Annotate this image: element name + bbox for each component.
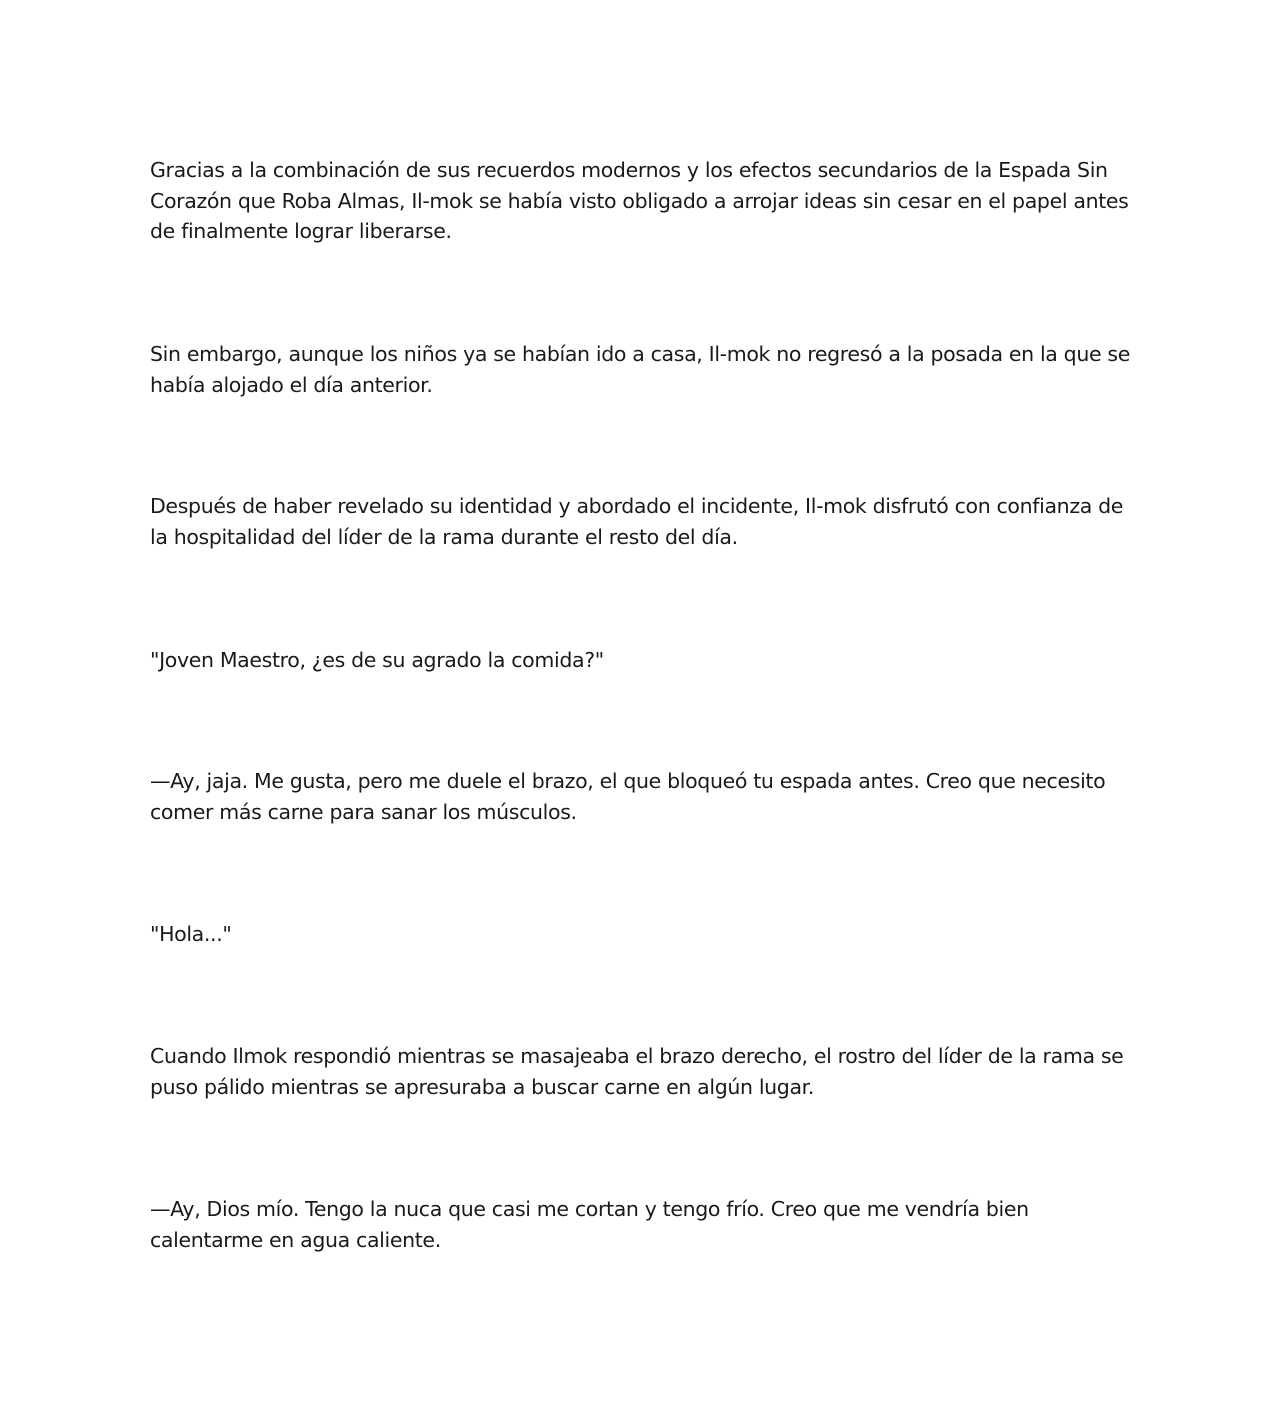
paragraph-6: "Hola..." (150, 922, 232, 946)
paragraph-2: Sin embargo, aunque los niños ya se habían ido a casa, Il-mok no regresó a la posada en la que se había alojado el día anterior. (150, 342, 1131, 397)
paragraph-3: Después de haber revelado su identidad y abordado el incidente, Il-mok disfrutó con confianza de la hospitalidad del líder de la rama durante el resto del día. (150, 494, 1124, 549)
paragraph-5: —Ay, jaja. Me gusta, pero me duele el brazo, el que bloqueó tu espada antes. Creo que necesito comer más carne para sanar los músculos. (150, 769, 1106, 824)
paragraph-7: Cuando Ilmok respondió mientras se masajeaba el brazo derecho, el rostro del líder de la rama se puso pálido mientras se apresuraba a buscar carne en algún lugar. (150, 1044, 1124, 1099)
paragraph-8: —Ay, Dios mío. Tengo la nuca que casi me cortan y tengo frío. Creo que me vendría bien calentarme en agua caliente. (150, 1197, 1029, 1252)
paragraph-4: "Joven Maestro, ¿es de su agrado la comida?" (150, 648, 604, 672)
paragraph-1: Gracias a la combinación de sus recuerdos modernos y los efectos secundarios de la Espada Sin Corazón que Roba Almas, Il-mok se había visto obligado a arrojar ideas sin cesar en el papel antes de finalmente lograr liberarse. (150, 158, 1129, 243)
